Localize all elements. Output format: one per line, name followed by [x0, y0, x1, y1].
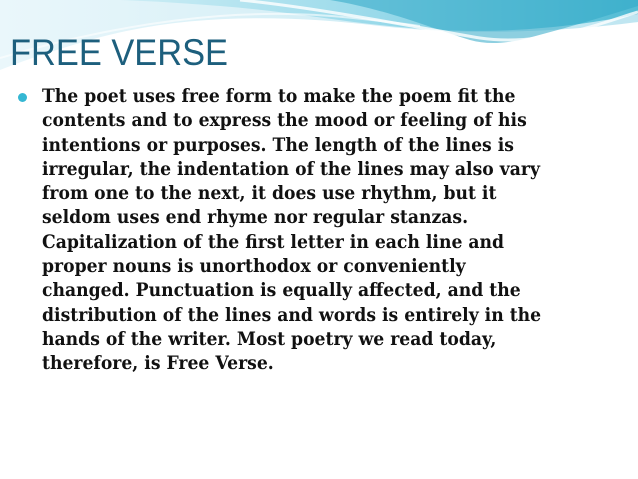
bullet-line: The poet uses free form to make the poem fit the: [42, 86, 516, 107]
bullet-line: hands of the writer. Most poetry we read today,: [42, 328, 497, 350]
bullet-line: contents and to express the mood or feeling of his: [42, 110, 527, 132]
bullet-line: therefore, is Free Verse.: [42, 353, 274, 375]
bullet-dot-icon: [18, 93, 27, 102]
bullet-line: from one to the next, it does use rhythm, but it: [42, 183, 497, 205]
bullet-line: changed. Punctuation is equally affected, and the: [42, 280, 521, 302]
bullet-line: intentions or purposes. The length of the lines is: [42, 134, 514, 156]
bullet-line: irregular, the indentation of the lines may also vary: [42, 158, 540, 180]
bullet-line: Capitalization of the first letter in each line and: [42, 231, 505, 253]
bullet-line: distribution of the lines and words is entirely in the: [42, 304, 542, 326]
bullet-line: seldom uses end rhyme nor regular stanzas.: [42, 207, 469, 229]
bullet-paragraph: [42, 85, 572, 377]
bullet-line: proper nouns is unorthodox or conveniently: [42, 256, 466, 278]
slide-title: FREE VERSE: [10, 32, 228, 73]
